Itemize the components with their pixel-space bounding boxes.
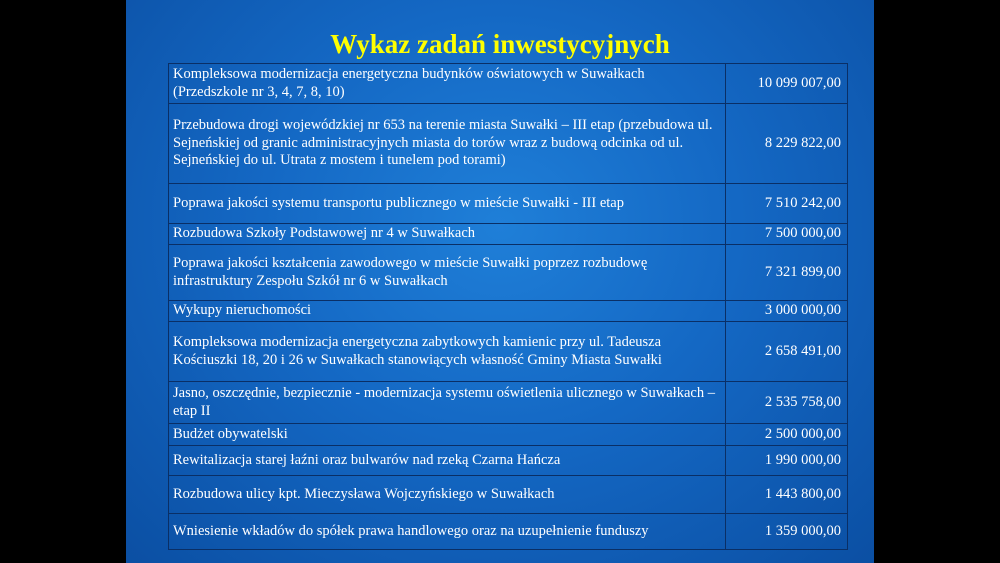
task-amount: 1 359 000,00: [725, 514, 847, 550]
task-amount: 2 658 491,00: [725, 322, 847, 382]
task-amount: 2 535 758,00: [725, 382, 847, 424]
table-row: [169, 301, 848, 322]
task-amount: 7 510 242,00: [725, 184, 847, 224]
table-row: [169, 476, 848, 514]
presentation-slide: [126, 0, 874, 563]
table-row: [169, 224, 848, 245]
investment-table: [168, 63, 848, 550]
task-amount: 8 229 822,00: [725, 104, 847, 184]
task-name: Poprawa jakości systemu transportu publicznego w mieście Suwałki - III etap: [169, 184, 726, 224]
table-row: [169, 322, 848, 382]
task-amount: 1 990 000,00: [725, 446, 847, 476]
task-amount: 3 000 000,00: [725, 301, 847, 322]
slide-title: Wykaz zadań inwestycyjnych: [330, 29, 670, 59]
table-row: [169, 446, 848, 476]
task-amount: 2 500 000,00: [725, 424, 847, 446]
task-name: Rozbudowa ulicy kpt. Mieczysława Wojczyńskiego w Suwałkach: [169, 476, 726, 514]
task-name: Poprawa jakości kształcenia zawodowego w mieście Suwałki poprzez rozbudowę infrastruktury Zespołu Szkół nr 6 w Suwałkach: [169, 245, 726, 301]
task-name: Jasno, oszczędnie, bezpiecznie - modernizacja systemu oświetlenia ulicznego w Suwałkach – etap II: [169, 382, 726, 424]
task-name: Wykupy nieruchomości: [169, 301, 726, 322]
task-amount: 7 321 899,00: [725, 245, 847, 301]
task-name: Kompleksowa modernizacja energetyczna budynków oświatowych w Suwałkach (Przedszkole nr 3, 4, 7, 8, 10): [169, 64, 726, 104]
table-row: [169, 104, 848, 184]
task-amount: 7 500 000,00: [725, 224, 847, 245]
table-row: [169, 64, 848, 104]
task-amount: 10 099 007,00: [725, 64, 847, 104]
task-name: Kompleksowa modernizacja energetyczna zabytkowych kamienic przy ul. Tadeusza Kościuszki 18, 20 i 26 w Suwałkach stanowiących własność Gminy Miasta Suwałki: [169, 322, 726, 382]
task-name: Wniesienie wkładów do spółek prawa handlowego oraz na uzupełnienie funduszy: [169, 514, 726, 550]
task-name: Rewitalizacja starej łaźni oraz bulwarów nad rzeką Czarna Hańcza: [169, 446, 726, 476]
table-row: [169, 514, 848, 550]
task-amount: 1 443 800,00: [725, 476, 847, 514]
table-row: [169, 245, 848, 301]
task-name: Rozbudowa Szkoły Podstawowej nr 4 w Suwałkach: [169, 224, 726, 245]
table-row: [169, 184, 848, 224]
table-row: [169, 382, 848, 424]
table-row: [169, 424, 848, 446]
task-name: Przebudowa drogi wojewódzkiej nr 653 na terenie miasta Suwałki – III etap (przebudowa ul. Sejneńskiej od granic administracyjnych miasta do torów wraz z budową odcinka od ul. Sejneńskiej do ul. Utrata z mostem i tunelem pod torami): [169, 104, 726, 184]
task-name: Budżet obywatelski: [169, 424, 726, 446]
